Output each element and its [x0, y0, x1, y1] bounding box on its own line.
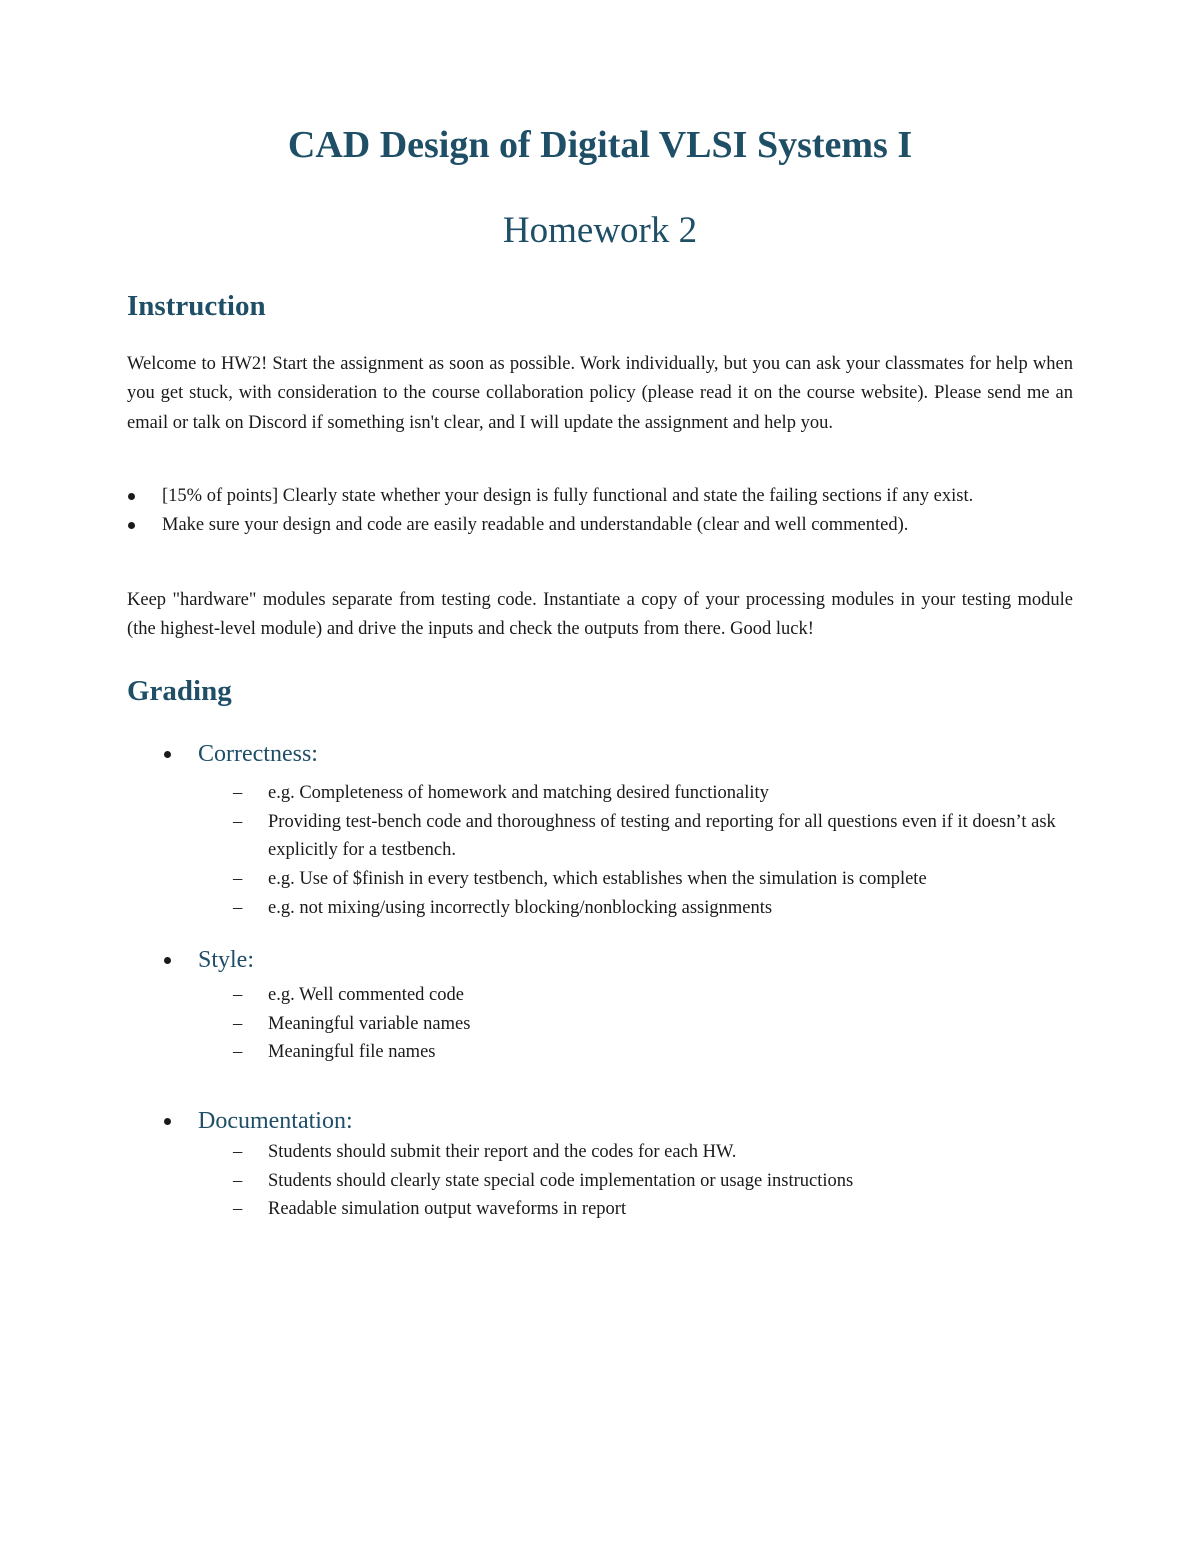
grading-item-text: e.g. not mixing/using incorrectly blocking/nonblocking assignments	[268, 897, 773, 918]
grading-section-documentation	[163, 1106, 1075, 1224]
instruction-heading: Instruction	[127, 290, 266, 322]
grading-item-text: Providing test-bench code and thoroughness of testing and reporting for all questions even if it doesn’t ask explicitly for a testbench.	[268, 811, 1056, 861]
instruction-paragraph-2: Keep "hardware" modules separate from testing code. Instantiate a copy of your processing modules in your testing module (the highest-level module) and drive the inputs and check the outputs from there. Good luck!	[127, 590, 1073, 640]
grading-item-list	[163, 779, 1075, 923]
dash-marker: –	[233, 1142, 243, 1162]
grading-heading: Grading	[127, 675, 232, 707]
grading-item	[163, 1138, 1075, 1167]
bullet-icon	[164, 957, 171, 964]
bullet-icon	[128, 493, 135, 500]
grading-item-list	[163, 1138, 1075, 1224]
grading-item	[163, 894, 1075, 923]
grading-item	[163, 808, 1075, 865]
bullet-icon	[164, 751, 171, 758]
grading-item	[163, 865, 1075, 894]
dash-marker: –	[233, 1170, 243, 1191]
grading-section-heading	[163, 945, 1075, 975]
dash-marker: –	[233, 1042, 243, 1063]
grading-item-list	[163, 981, 1075, 1067]
instruction-bullet	[127, 482, 1073, 511]
grading-item-text: e.g. Use of $finish in every testbench, which establishes when the simulation is complete	[268, 869, 927, 890]
dash-marker: –	[233, 1013, 243, 1034]
bullet-icon	[164, 1118, 171, 1125]
dash-marker: –	[233, 869, 243, 890]
instruction-bullet-list	[127, 482, 1073, 541]
grading-section-label: Documentation:	[198, 1108, 353, 1134]
grading-item	[163, 779, 1075, 808]
grading-item	[163, 981, 1075, 1010]
grading-item-text: Meaningful variable names	[268, 1013, 471, 1034]
instruction-bullet	[127, 511, 1073, 540]
grading-section-label: Style:	[198, 947, 255, 973]
grading-item-text: Students should clearly state special code implementation or usage instructions	[268, 1170, 854, 1191]
document-subtitle: Homework 2	[502, 210, 698, 251]
instruction-bullet-text: [15% of points] Clearly state whether your design is fully functional and state the failing sections if any exist.	[162, 486, 974, 506]
dash-marker: –	[233, 811, 243, 832]
grading-item	[163, 1010, 1075, 1039]
grading-item	[163, 1038, 1075, 1067]
instruction-paragraph-1: Welcome to HW2! Start the assignment as soon as possible. Work individually, but you can ask your classmates for help when you get stuck, with consideration to the course collaboration policy (please read it on the course website). Please send me an email or talk on Discord if something isn't clear, and I will update the assignment and help you.	[127, 354, 1073, 433]
dash-marker: –	[233, 985, 243, 1005]
grading-item	[163, 1195, 1075, 1224]
dash-marker: –	[233, 1199, 243, 1220]
grading-section-style	[163, 945, 1075, 1067]
dash-marker: –	[233, 783, 243, 803]
dash-marker: –	[233, 897, 243, 918]
grading-section-heading	[163, 1106, 1075, 1136]
document-title: CAD Design of Digital VLSI Systems I	[287, 124, 913, 166]
grading-item-text: Meaningful file names	[268, 1042, 436, 1063]
instruction-bullet-text: Make sure your design and code are easily readable and understandable (clear and well commented).	[162, 515, 909, 536]
grading-section-heading	[163, 739, 1075, 769]
grading-section-correctness	[163, 739, 1075, 923]
grading-item-text: e.g. Well commented code	[268, 985, 464, 1005]
grading-item-text: Students should submit their report and the codes for each HW.	[268, 1142, 737, 1162]
grading-item-text: e.g. Completeness of homework and matching desired functionality	[268, 783, 769, 803]
grading-item	[163, 1167, 1075, 1196]
bullet-icon	[128, 522, 135, 529]
grading-section-label: Correctness:	[198, 741, 318, 767]
grading-item-text: Readable simulation output waveforms in report	[268, 1199, 627, 1220]
